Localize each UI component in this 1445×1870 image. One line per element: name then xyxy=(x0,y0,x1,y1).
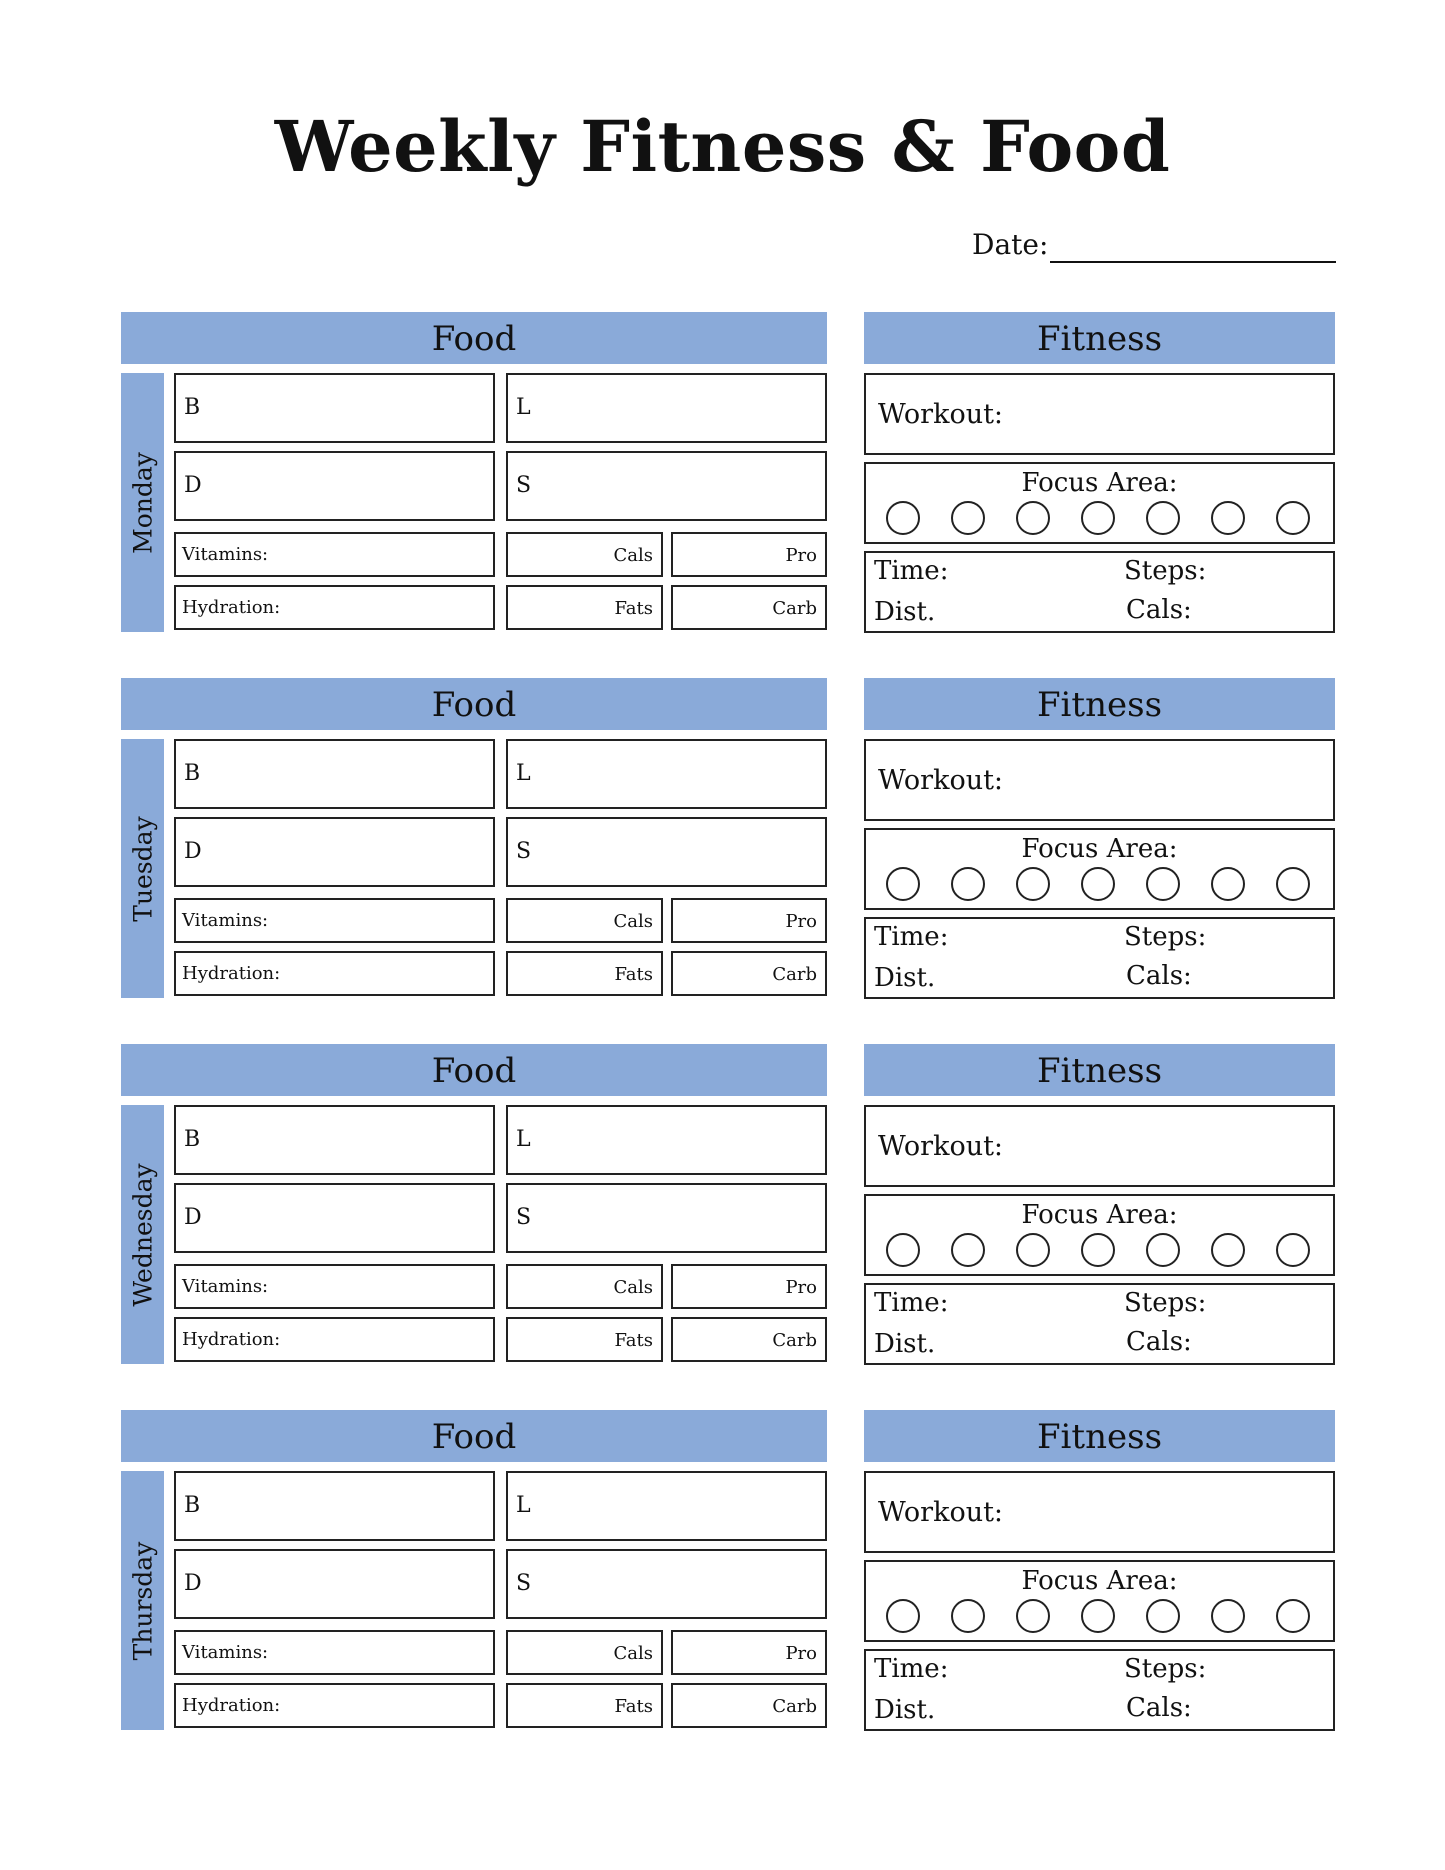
fitness-cals-label: Cals: xyxy=(1126,961,1192,991)
fitness-cals-label: Cals: xyxy=(1126,1327,1192,1357)
fats-label: Fats xyxy=(614,598,653,619)
workout-box[interactable] xyxy=(864,373,1335,455)
hydration-box[interactable] xyxy=(174,1317,495,1362)
focus-circle[interactable] xyxy=(1081,867,1115,901)
fitness-header: Fitness xyxy=(864,678,1335,730)
dinner-label: D xyxy=(184,473,202,498)
workout-label: Workout: xyxy=(878,1131,1004,1162)
focus-circle[interactable] xyxy=(1276,501,1310,535)
date-line[interactable] xyxy=(1050,261,1336,263)
day-bar xyxy=(121,1471,164,1730)
page-title: Weekly Fitness & Food xyxy=(274,105,1171,188)
stats-box[interactable] xyxy=(864,1283,1335,1365)
dinner-box[interactable] xyxy=(174,1183,495,1253)
focus-circles xyxy=(886,501,1326,537)
cals-label: Cals xyxy=(613,1277,653,1298)
carb-label: Carb xyxy=(772,1696,817,1717)
focus-circle[interactable] xyxy=(1146,1599,1180,1633)
steps-label: Steps: xyxy=(1124,1654,1207,1684)
fitness-header: Fitness xyxy=(864,312,1335,364)
lunch-label: L xyxy=(516,395,531,420)
time-label: Time: xyxy=(874,1288,949,1318)
cals-box[interactable] xyxy=(506,532,663,577)
stats-box[interactable] xyxy=(864,551,1335,633)
fitness-cals-label: Cals: xyxy=(1126,595,1192,625)
day-bar xyxy=(121,1105,164,1364)
workout-label: Workout: xyxy=(878,765,1004,796)
focus-circle[interactable] xyxy=(1016,501,1050,535)
carb-box[interactable] xyxy=(671,1317,827,1362)
focus-circle[interactable] xyxy=(1211,1599,1245,1633)
vitamins-label: Vitamins: xyxy=(182,1642,269,1663)
hydration-box[interactable] xyxy=(174,1683,495,1728)
cals-box[interactable] xyxy=(506,1264,663,1309)
carb-box[interactable] xyxy=(671,585,827,630)
day-section-monday xyxy=(0,312,1445,632)
workout-box[interactable] xyxy=(864,1105,1335,1187)
date-label: Date: xyxy=(972,228,1049,261)
lunch-box[interactable] xyxy=(506,1105,827,1175)
breakfast-box[interactable] xyxy=(174,1105,495,1175)
focus-area-box xyxy=(864,1560,1335,1642)
food-header: Food xyxy=(121,678,827,730)
day-label: Monday xyxy=(128,451,157,554)
fats-box[interactable] xyxy=(506,1317,663,1362)
snack-box[interactable] xyxy=(506,1549,827,1619)
cals-label: Cals xyxy=(613,1643,653,1664)
focus-area-label: Focus Area: xyxy=(1021,834,1178,864)
dist-label: Dist. xyxy=(874,963,936,993)
dinner-box[interactable] xyxy=(174,817,495,887)
food-header: Food xyxy=(121,1410,827,1462)
focus-circles xyxy=(886,867,1326,903)
focus-circle[interactable] xyxy=(886,1233,920,1267)
focus-circles xyxy=(886,1233,1326,1269)
time-label: Time: xyxy=(874,556,949,586)
focus-area-label: Focus Area: xyxy=(1021,1566,1178,1596)
time-label: Time: xyxy=(874,1654,949,1684)
dinner-box[interactable] xyxy=(174,1549,495,1619)
focus-circle[interactable] xyxy=(1276,1233,1310,1267)
breakfast-box[interactable] xyxy=(174,373,495,443)
fats-label: Fats xyxy=(614,1330,653,1351)
day-bar xyxy=(121,739,164,998)
protein-label: Pro xyxy=(785,545,817,566)
hydration-label: Hydration: xyxy=(182,1695,281,1716)
breakfast-box[interactable] xyxy=(174,1471,495,1541)
day-section-thursday xyxy=(0,1410,1445,1730)
focus-circles xyxy=(886,1599,1326,1635)
fats-box[interactable] xyxy=(506,951,663,996)
stats-box[interactable] xyxy=(864,917,1335,999)
vitamins-box[interactable] xyxy=(174,532,495,577)
focus-circle[interactable] xyxy=(1016,1599,1050,1633)
hydration-label: Hydration: xyxy=(182,1329,281,1350)
dinner-box[interactable] xyxy=(174,451,495,521)
breakfast-label: B xyxy=(184,395,201,420)
workout-label: Workout: xyxy=(878,1497,1004,1528)
vitamins-label: Vitamins: xyxy=(182,544,269,565)
protein-box[interactable] xyxy=(671,898,827,943)
lunch-box[interactable] xyxy=(506,739,827,809)
snack-label: S xyxy=(516,473,532,498)
carb-label: Carb xyxy=(772,1330,817,1351)
snack-box[interactable] xyxy=(506,451,827,521)
day-label: Tuesday xyxy=(128,815,157,922)
focus-circle[interactable] xyxy=(1016,867,1050,901)
protein-label: Pro xyxy=(785,1643,817,1664)
fats-label: Fats xyxy=(614,1696,653,1717)
carb-box[interactable] xyxy=(671,1683,827,1728)
fitness-cals-label: Cals: xyxy=(1126,1693,1192,1723)
dinner-label: D xyxy=(184,839,202,864)
day-section-tuesday xyxy=(0,678,1445,998)
carb-label: Carb xyxy=(772,964,817,985)
dinner-label: D xyxy=(184,1205,202,1230)
vitamins-box[interactable] xyxy=(174,1630,495,1675)
focus-area-box xyxy=(864,828,1335,910)
focus-circle[interactable] xyxy=(1146,867,1180,901)
dinner-label: D xyxy=(184,1571,202,1596)
hydration-box[interactable] xyxy=(174,951,495,996)
vitamins-label: Vitamins: xyxy=(182,910,269,931)
fitness-header: Fitness xyxy=(864,1044,1335,1096)
cals-box[interactable] xyxy=(506,898,663,943)
snack-box[interactable] xyxy=(506,817,827,887)
lunch-label: L xyxy=(516,1493,531,1518)
focus-circle[interactable] xyxy=(886,867,920,901)
dist-label: Dist. xyxy=(874,1695,936,1725)
vitamins-label: Vitamins: xyxy=(182,1276,269,1297)
breakfast-box[interactable] xyxy=(174,739,495,809)
lunch-box[interactable] xyxy=(506,1471,827,1541)
focus-circle[interactable] xyxy=(951,1233,985,1267)
snack-label: S xyxy=(516,1205,532,1230)
workout-label: Workout: xyxy=(878,399,1004,430)
day-section-wednesday xyxy=(0,1044,1445,1364)
focus-circle[interactable] xyxy=(1081,501,1115,535)
protein-label: Pro xyxy=(785,1277,817,1298)
steps-label: Steps: xyxy=(1124,556,1207,586)
cals-label: Cals xyxy=(613,545,653,566)
fats-box[interactable] xyxy=(506,1683,663,1728)
focus-area-box xyxy=(864,462,1335,544)
focus-circle[interactable] xyxy=(886,1599,920,1633)
fats-box[interactable] xyxy=(506,585,663,630)
fats-label: Fats xyxy=(614,964,653,985)
stats-box[interactable] xyxy=(864,1649,1335,1731)
day-label: Wednesday xyxy=(128,1162,157,1307)
day-label: Thursday xyxy=(128,1541,157,1660)
focus-area-box xyxy=(864,1194,1335,1276)
focus-area-label: Focus Area: xyxy=(1021,468,1178,498)
protein-box[interactable] xyxy=(671,532,827,577)
date-field[interactable] xyxy=(972,224,1336,264)
vitamins-box[interactable] xyxy=(174,898,495,943)
cals-box[interactable] xyxy=(506,1630,663,1675)
focus-circle[interactable] xyxy=(1081,1233,1115,1267)
steps-label: Steps: xyxy=(1124,1288,1207,1318)
lunch-label: L xyxy=(516,761,531,786)
workout-box[interactable] xyxy=(864,739,1335,821)
focus-circle[interactable] xyxy=(1016,1233,1050,1267)
focus-circle[interactable] xyxy=(1081,1599,1115,1633)
lunch-label: L xyxy=(516,1127,531,1152)
snack-label: S xyxy=(516,1571,532,1596)
focus-circle[interactable] xyxy=(886,501,920,535)
hydration-label: Hydration: xyxy=(182,597,281,618)
lunch-box[interactable] xyxy=(506,373,827,443)
food-header: Food xyxy=(121,1044,827,1096)
carb-box[interactable] xyxy=(671,951,827,996)
breakfast-label: B xyxy=(184,1493,201,1518)
hydration-box[interactable] xyxy=(174,585,495,630)
workout-box[interactable] xyxy=(864,1471,1335,1553)
focus-circle[interactable] xyxy=(1146,1233,1180,1267)
day-bar xyxy=(121,373,164,632)
focus-circle[interactable] xyxy=(1276,867,1310,901)
steps-label: Steps: xyxy=(1124,922,1207,952)
time-label: Time: xyxy=(874,922,949,952)
hydration-label: Hydration: xyxy=(182,963,281,984)
protein-box[interactable] xyxy=(671,1630,827,1675)
focus-circle[interactable] xyxy=(1211,501,1245,535)
focus-circle[interactable] xyxy=(1276,1599,1310,1633)
breakfast-label: B xyxy=(184,761,201,786)
protein-label: Pro xyxy=(785,911,817,932)
food-header: Food xyxy=(121,312,827,364)
focus-circle[interactable] xyxy=(951,1599,985,1633)
focus-area-label: Focus Area: xyxy=(1021,1200,1178,1230)
focus-circle[interactable] xyxy=(1146,501,1180,535)
protein-box[interactable] xyxy=(671,1264,827,1309)
vitamins-box[interactable] xyxy=(174,1264,495,1309)
focus-circle[interactable] xyxy=(951,867,985,901)
focus-circle[interactable] xyxy=(1211,1233,1245,1267)
focus-circle[interactable] xyxy=(951,501,985,535)
snack-label: S xyxy=(516,839,532,864)
fitness-header: Fitness xyxy=(864,1410,1335,1462)
cals-label: Cals xyxy=(613,911,653,932)
breakfast-label: B xyxy=(184,1127,201,1152)
carb-label: Carb xyxy=(772,598,817,619)
dist-label: Dist. xyxy=(874,1329,936,1359)
snack-box[interactable] xyxy=(506,1183,827,1253)
dist-label: Dist. xyxy=(874,597,936,627)
focus-circle[interactable] xyxy=(1211,867,1245,901)
